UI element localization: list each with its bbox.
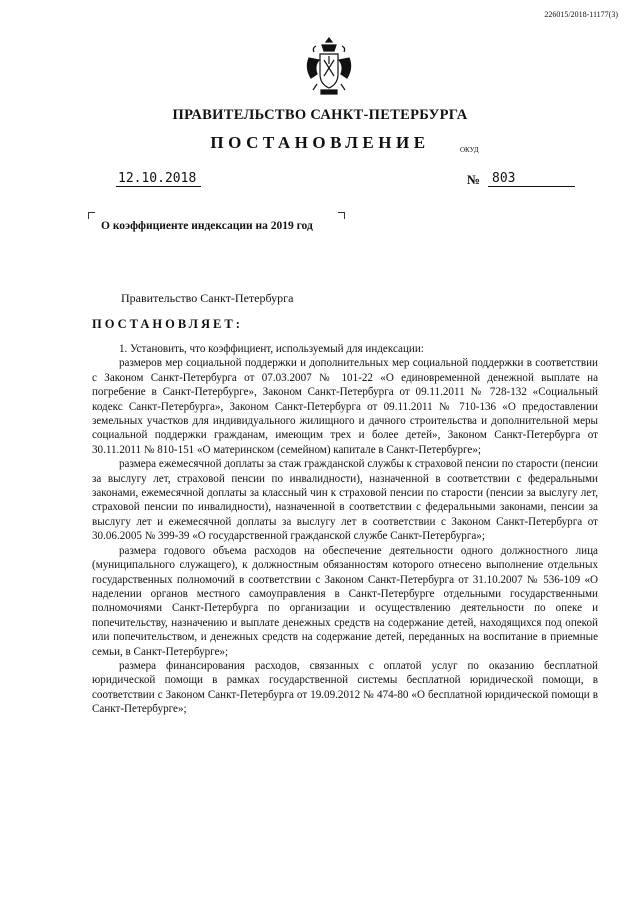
paragraph: 1. Установить, что коэффициент, используемый для индексации:: [119, 343, 424, 355]
paragraph: размера годового объема расходов на обеспечение деятельности одного должностного лица (муниципального служащего), к должностным обязанностям которого отнесено выполнение отдельных государственных полномочий в соответствии с Законом Санкт-Петербурга от 31.10.2007 № 536-109 «О наделении органов местного самоуправления в Санкт-Петербурге отдельными государственными полномочиями Санкт-Петербурга по организации и осуществлению деятельности по опеке и попечительству, назначению и выплате денежных средств на содержание детей, находящихся под опекой или попечительством, и денежных средств на содержание детей, переданных на воспитание в приемные семьи, в Санкт-Петербурге»;: [92, 544, 598, 658]
government-name: ПРАВИТЕЛЬСТВО САНКТ-ПЕТЕРБУРГА: [172, 107, 468, 123]
paragraph: размеров мер социальной поддержки и дополнительных мер социальной поддержки в соответствии с Законом Санкт-Петербурга от 07.03.2007 № 101-22 «О единовременной денежной выплате на погребение в Санкт-Петербурге», Законом Санкт-Петербурга от 09.11.2011 № 728-132 «Социальный кодекс Санкт-Петербурга», Законом Санкт-Петербурга от 09.11.2011 № 710-136 «О предоставлении земельных участков для индивидуального жилищного и дачного строительства и дополнительной меры социальной поддержки гражданам, имеющим трех и более детей», Законом Санкт-Петербурга от 30.11.2011 № 810-151 «О материнском (семейном) капитале в Санкт-Петербурге»;: [92, 357, 598, 456]
document-body: [92, 342, 598, 717]
subject-corner-right: [338, 212, 345, 219]
number-label: №: [467, 172, 481, 187]
registration-code: 226015/2018-11177(3): [544, 10, 618, 19]
intro-subject: Правительство Санкт-Петербурга: [121, 291, 294, 305]
doc-type-title: ПОСТАНОВЛЕНИЕ: [210, 133, 430, 152]
okud-label: ОКУД: [460, 146, 479, 154]
document-subject: О коэффициенте индексации на 2019 год: [101, 220, 313, 232]
subject-corner-left: [88, 212, 95, 219]
document-number: 803: [488, 171, 575, 187]
document-date: 12.10.2018: [116, 171, 201, 187]
coat-of-arms-icon: [303, 36, 355, 98]
decree-word: ПОСТАНОВЛЯЕТ:: [92, 317, 243, 331]
paragraph: размера финансирования расходов, связанных с оплатой услуг по оказанию бесплатной юридической помощи в рамках государственной системы бесплатной юридической помощи, в соответствии с Законом Санкт-Петербурга от 19.09.2012 № 474-80 «О бесплатной юридической помощи в Санкт-Петербурге»;: [92, 659, 598, 716]
paragraph: размера ежемесячной доплаты за стаж гражданской службы к страховой пенсии по старости (пенсии за выслугу лет, страховой пенсии по инвалидности), назначенной в соответствии с федеральными законами, ежемесячной доплаты за классный чин к страховой пенсии по старости (пенсии за выслугу лет, страховой пенсии по инвалидности), назначенной в соответствии с федеральными законами, пенсии за выслугу лет и ежемесячной доплаты за выслугу лет в соответствии с Законом Санкт-Петербурга от 30.06.2005 № 399-39 «О государственной гражданской службе Санкт-Петербурга»;: [92, 458, 598, 543]
doc-type-row: [0, 133, 640, 153]
